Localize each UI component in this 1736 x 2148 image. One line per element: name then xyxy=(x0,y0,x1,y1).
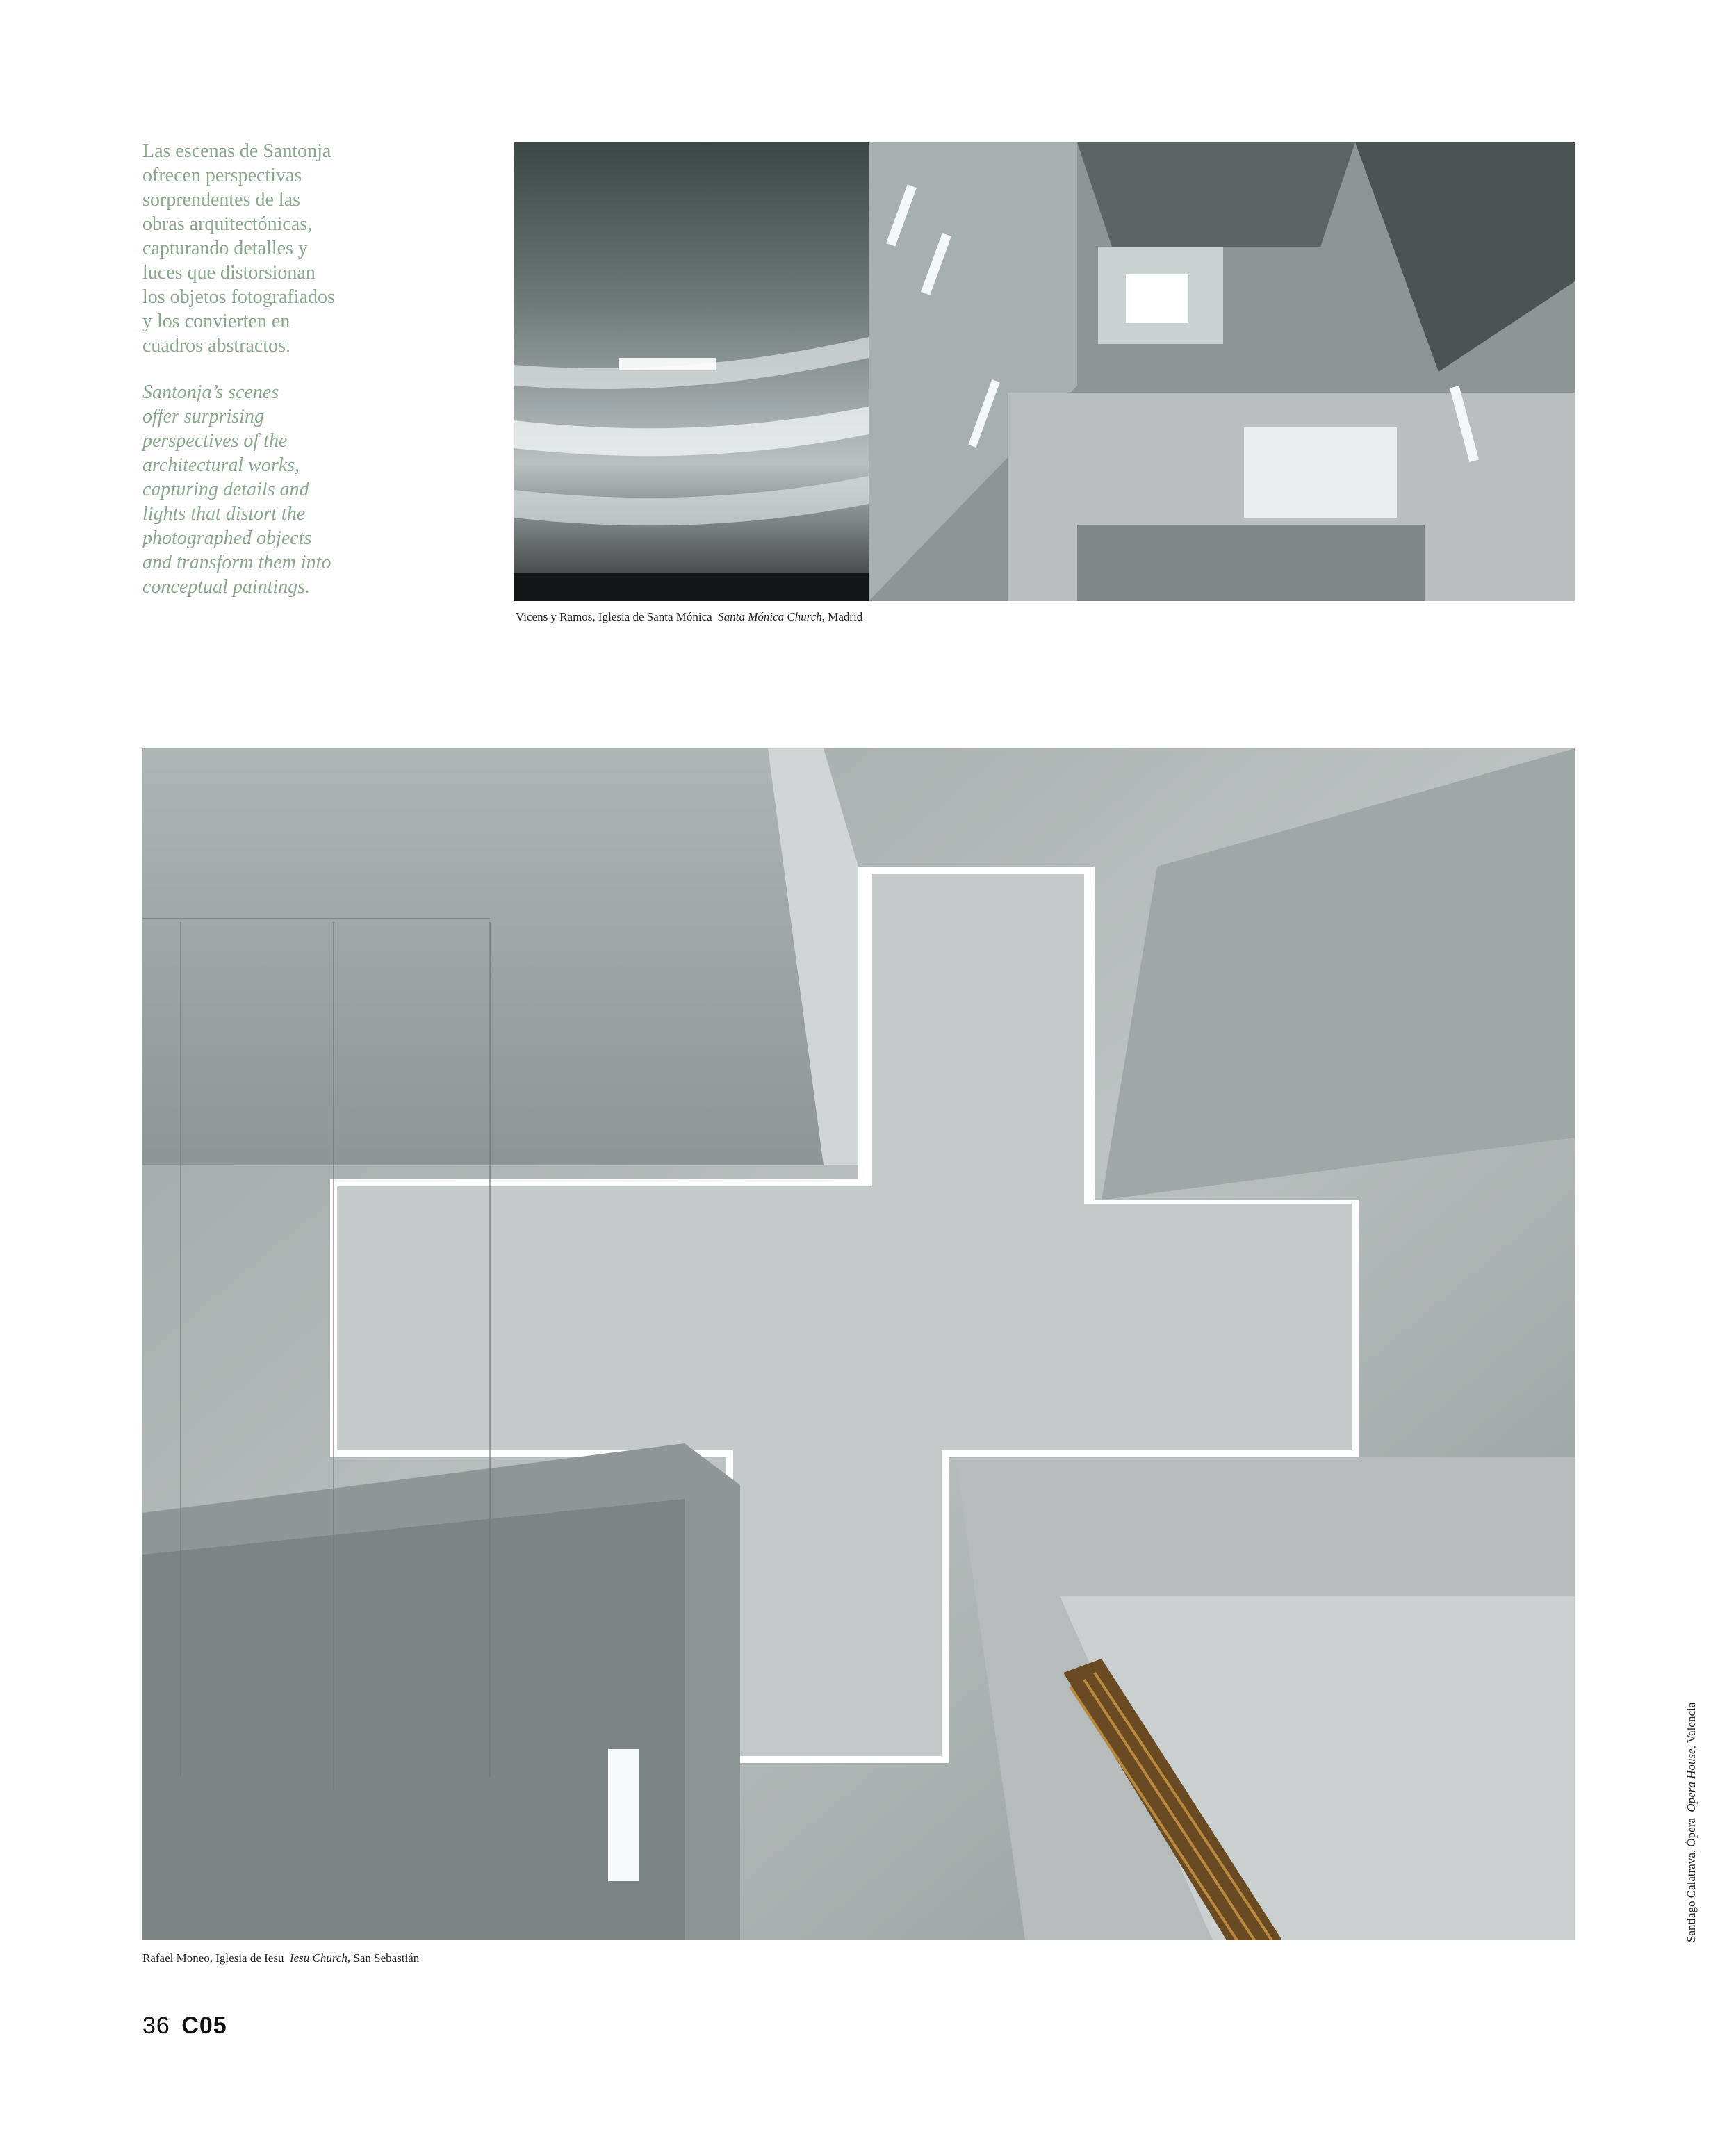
caption-top-photos xyxy=(516,610,862,624)
caption-main-place: , San Sebastián xyxy=(347,1951,420,1965)
caption-top-place: , Madrid xyxy=(821,610,863,623)
magazine-issue: C05 xyxy=(181,2012,227,2039)
intro-spanish: Las escenas de Santonja ofrecen perspectivas sorprendentes de las obras arquitectónicas, capturando detalles y luces que distorsionan los objetos fotografiados y los convierten en cuadros abstractos. xyxy=(142,140,335,356)
caption-main-spanish: Rafael Moneo, Iglesia de Iesu xyxy=(142,1951,284,1965)
caption-side-english: Opera House xyxy=(1685,1748,1698,1812)
caption-side-vertical xyxy=(1685,1703,1698,1942)
photo-curved-light xyxy=(514,142,869,601)
page-folio xyxy=(142,2012,227,2040)
caption-side-spanish: Santiago Calatrava, Ópera xyxy=(1685,1818,1698,1942)
caption-main-photo xyxy=(142,1951,419,1965)
caption-side-place: , Valencia xyxy=(1685,1702,1698,1749)
caption-main-english: Iesu Church xyxy=(289,1951,347,1965)
intro-english: Santonja’s scenes offer surprising perspectives of the architectural works, capturing details and lights that distort the photographed objects and transform them into conceptual paintings. xyxy=(142,382,331,598)
caption-top-english: Santa Mónica Church xyxy=(718,610,822,623)
page-number: 36 xyxy=(142,2012,170,2039)
caption-top-spanish: Vicens y Ramos, Iglesia de Santa Mónica xyxy=(516,610,712,623)
photo-skylight-interior xyxy=(869,142,1575,601)
photo-cross-of-light xyxy=(142,748,1575,1940)
intro-text-block xyxy=(142,139,393,621)
